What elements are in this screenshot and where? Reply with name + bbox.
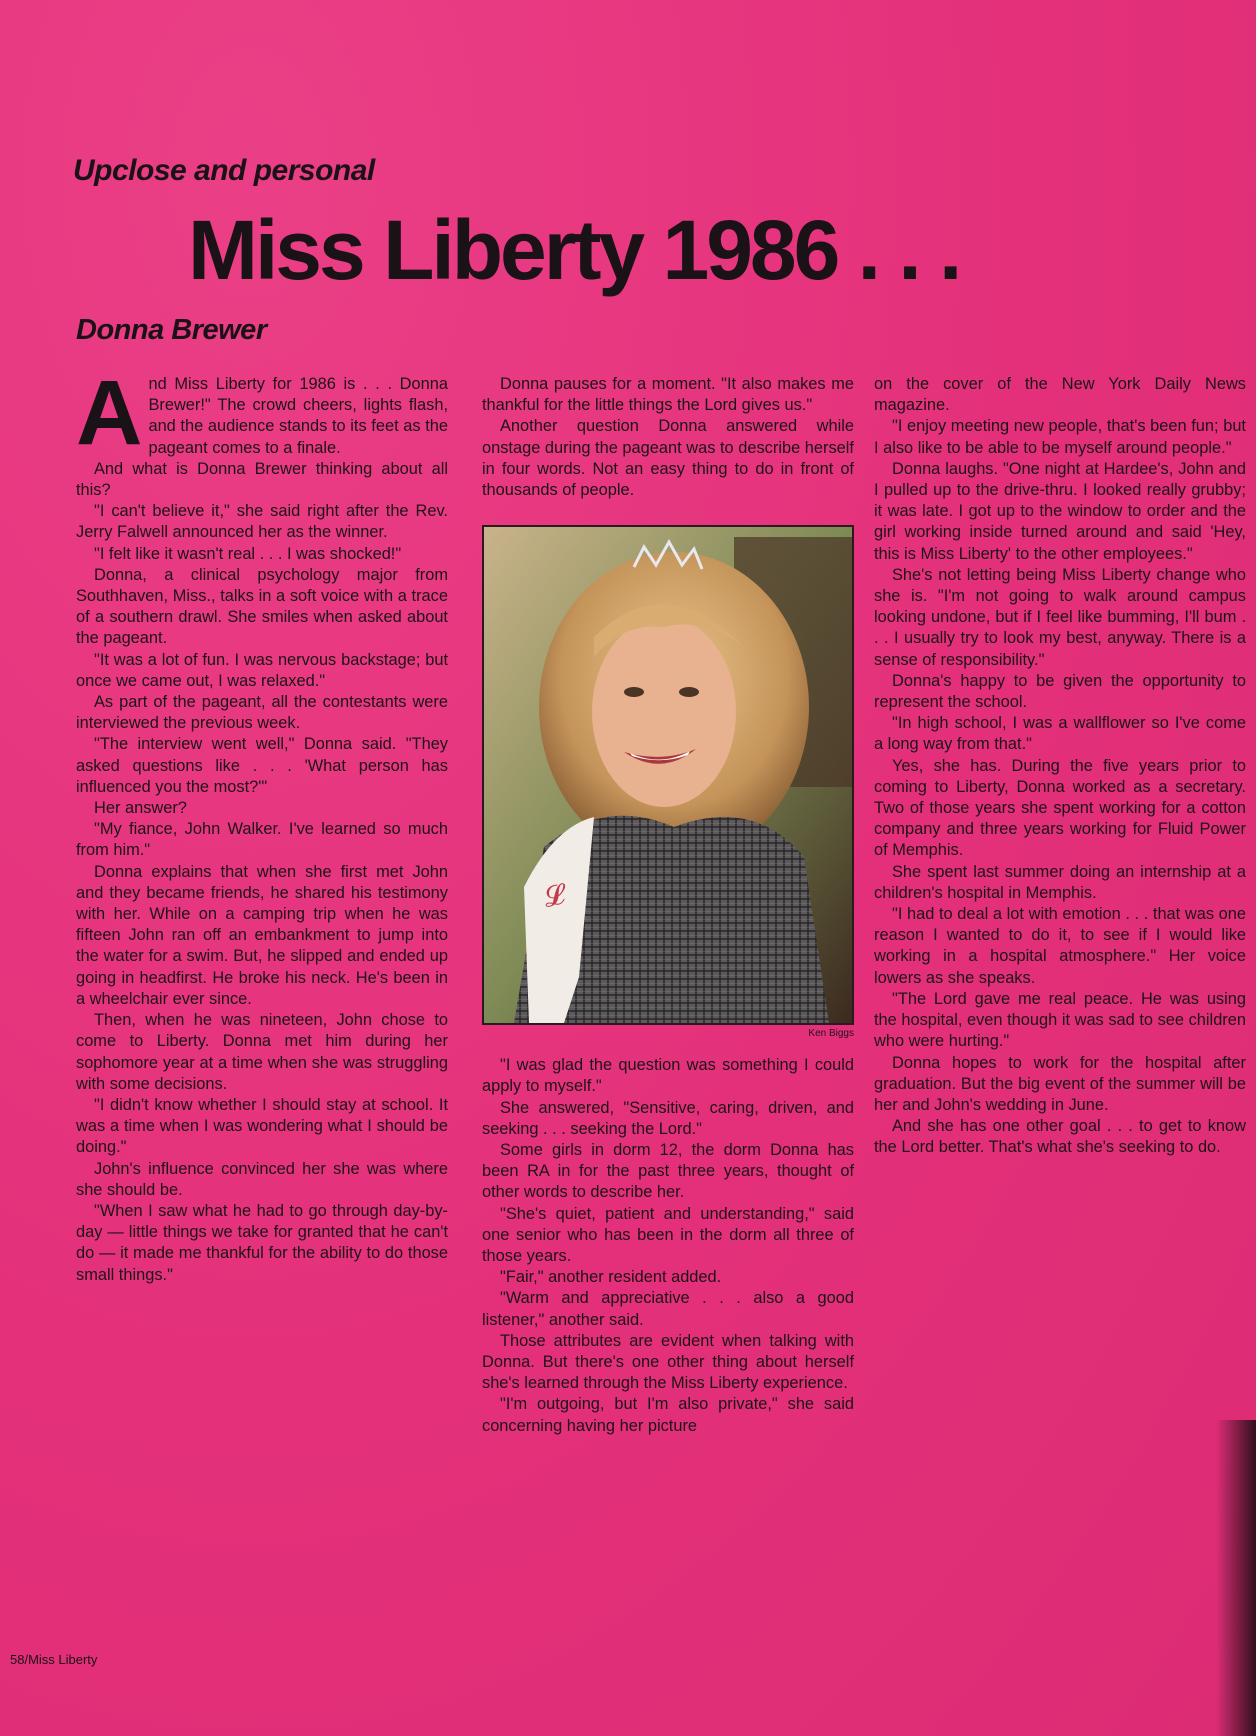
paragraph: And she has one other goal . . . to get to know the Lord better. That's what she's seeking to do. — [874, 1117, 1246, 1157]
page-folio: 58/Miss Liberty — [10, 1652, 98, 1667]
paragraph: "Fair," another resident added. — [500, 1268, 722, 1287]
paragraph: Those attributes are evident when talking with Donna. But there's one other thing about herself she's learned through the Miss Liberty experience. — [482, 1331, 854, 1393]
paragraph: "The Lord gave me real peace. He was using the hospital, even though it was sad to see children who were hurting." — [874, 989, 1246, 1051]
paragraph: As part of the pageant, all the contestants were interviewed the previous week. — [76, 693, 448, 733]
paragraph: "I felt like it wasn't real . . . I was shocked!" — [94, 544, 402, 563]
paragraph: "The interview went well," Donna said. "They asked questions like . . . 'What person has influenced you the most?'" — [76, 735, 448, 796]
paragraph: Donna hopes to work for the hospital after graduation. But the big event of the summer will be her and John's wedding in June. — [874, 1053, 1246, 1114]
article-column-1 — [76, 362, 448, 1286]
paragraph: on the cover of the New York Daily News magazine. — [874, 375, 1246, 415]
paragraph: "In high school, I was a wallflower so I've come a long way from that." — [874, 714, 1246, 754]
paragraph: "I was glad the question was something I could apply to myself." — [482, 1056, 854, 1096]
paragraph: She's not letting being Miss Liberty change who she is. "I'm not going to walk around campus looking undone, but if I feel like bumming, I'll bum . . . I usually try to look my best, anyway. There is a sense of responsibility." — [874, 565, 1246, 669]
photo-block — [482, 525, 854, 1041]
subject-name: Donna Brewer — [76, 314, 267, 346]
article-column-3 — [874, 374, 1246, 1159]
paragraph: Yes, she has. During the five years prior to coming to Liberty, Donna worked as a secretary. Two of those years she spent working for a cotton company and three years working for Fluid Power of Memphis. — [874, 756, 1246, 860]
paragraph-text: nd Miss Liberty for 1986 is . . . Donna Brewer!" The crowd cheers, lights flash, and the audience stands to its feet as the pageant comes to a finale. — [148, 375, 448, 457]
paragraph: "I didn't know whether I should stay at school. It was a time when I was wondering what I should be doing." — [76, 1095, 448, 1157]
paragraph: Donna explains that when she first met John and they became friends, he shared his testimony with her. While on a camping trip when he was fifteen John ran off an embankment to jump into the water for a swim. But, he slipped and ended up going in headfirst. He broke his neck. He's been in a wheelchair ever since. — [76, 862, 448, 1008]
paragraph: Donna, a clinical psychology major from Southhaven, Miss., talks in a soft voice with a trace of a southern drawl. She smiles when asked about the pageant. — [76, 565, 448, 648]
paragraph: Some girls in dorm 12, the dorm Donna has been RA in for the past three years, thought of other words to describe her. — [482, 1141, 854, 1202]
paragraph: Then, when he was nineteen, John chose to come to Liberty. Donna met him during her sophomore year at a time when she was struggling with some decisions. — [76, 1011, 448, 1093]
drop-cap: A — [76, 362, 143, 464]
paragraph: "Warm and appreciative . . . also a good listener," another said. — [482, 1289, 854, 1329]
paragraph: She spent last summer doing an internship at a children's hospital in Memphis. — [874, 862, 1246, 902]
paragraph: Donna's happy to be given the opportunity to represent the school. — [874, 671, 1246, 712]
section-kicker: Upclose and personal — [73, 154, 375, 187]
paragraph: She answered, "Sensitive, caring, driven, and seeking . . . seeking the Lord." — [482, 1098, 854, 1138]
paragraph: John's influence convinced her she was where she should be. — [76, 1159, 448, 1199]
paragraph: "My fiance, John Walker. I've learned so much from him." — [76, 820, 448, 860]
paragraph: "I had to deal a lot with emotion . . . that was one reason I wanted to do it, to see if I would like working in a hospital atmosphere." Her voice lowers as she speaks. — [874, 905, 1246, 987]
paragraph: Her answer? — [94, 799, 187, 818]
page-edge-shadow — [1216, 1420, 1256, 1736]
paragraph: Donna pauses for a moment. "It also makes me thankful for the little things the Lord gives us." — [482, 375, 854, 415]
paragraph: "I can't believe it," she said right after the Rev. Jerry Falwell announced her as the winner. — [76, 502, 448, 542]
paragraph: Donna laughs. "One night at Hardee's, John and I pulled up to the drive-thru. I looked really grubby; it was late. I got up to the window to order and the girl working inside turned around and said 'Hey, this is Miss Liberty' to the other employees." — [874, 459, 1246, 563]
photo-credit: Ken Biggs — [808, 1028, 854, 1040]
portrait-photo — [482, 525, 854, 1025]
svg-text:𝓛: 𝓛 — [540, 877, 568, 915]
paragraph: And what is Donna Brewer thinking about all this? — [76, 459, 448, 500]
paragraph: "When I saw what he had to go through day-by-day — little things we take for granted that he can't do — it made me thankful for the ability to do those small things." — [76, 1201, 448, 1284]
article-column-2 — [482, 374, 854, 1437]
paragraph: "She's quiet, patient and understanding," said one senior who has been in the dorm all three of those years. — [482, 1204, 854, 1266]
paragraph: Another question Donna answered while onstage during the pageant was to describe herself in four words. Not an easy thing to do in front of thousands of people. — [482, 417, 854, 500]
paragraph: "I enjoy meeting new people, that's been fun; but I also like to be able to be myself around people." — [874, 417, 1246, 457]
page-title: Miss Liberty 1986 . . . — [188, 203, 960, 297]
lead-paragraph — [76, 362, 448, 464]
paragraph: "I'm outgoing, but I'm also private," she said concerning having her picture — [482, 1395, 854, 1435]
paragraph: "It was a lot of fun. I was nervous backstage; but once we came out, I was relaxed." — [76, 650, 448, 690]
